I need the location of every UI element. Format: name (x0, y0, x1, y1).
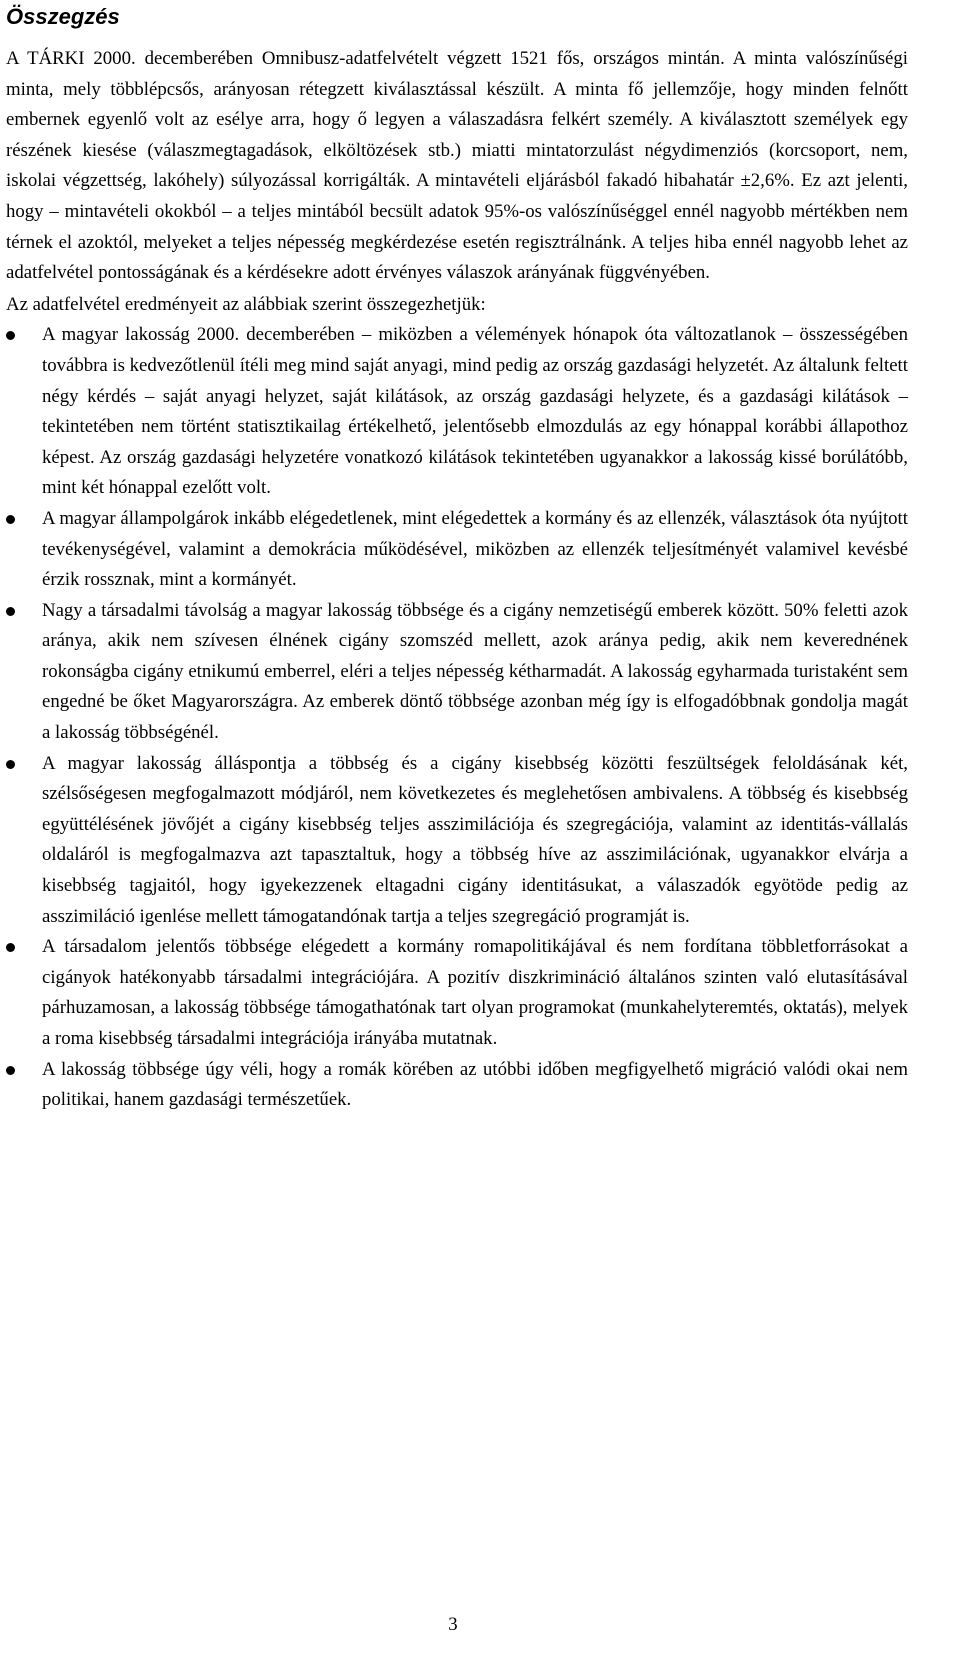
list-item-text: Nagy a társadalmi távolság a magyar lakosság többsége és a cigány nemzetiségű emberek között. 50% feletti azok aránya, akik nem szívesen élnének cigány szomszéd mellett, azok aránya pedig, akik nem keverednének rokonságba cigány etnikumú emberrel, eléri a teljes népesség kétharmadát. A lakosság egyharmada turistaként sem engedné be őket Magyarországra. Az emberek döntő többsége azonban még így is elfogadóbbnak gondolja magát a lakosság többségénél. (42, 599, 908, 744)
bullet-icon (6, 331, 15, 340)
list-item (6, 932, 908, 1054)
list-item-text: A magyar lakosság 2000. decemberében – miközben a vélemények hónapok óta változatlanok – összességében továbbra is kedvezőtlenül ítéli meg mind saját anyagi, mind pedig az ország gazdasági helyzetét. Az általunk feltett négy kérdés – saját anyagi helyzet, saját kilátások, az ország gazdasági helyzete, és a gazdasági kilátások – tekintetében nem történt statisztikailag értékelhető, jelentősebb elmozdulás az egy hónappal korábbi állapothoz képest. Az ország gazdasági helyzetére vonatkozó kilátások tekintetében ugyanakkor a lakosság kissé borúlátóbb, mint két hónappal ezelőtt volt. (42, 324, 908, 499)
list-item-text: A magyar állampolgárok inkább elégedetlenek, mint elégedettek a kormány és az ellenzék, választások óta nyújtott tevékenységével, valamint a demokrácia működésével, miközben az ellenzék teljesítményét valamivel kevésbé érzik rossznak, mint a kormányét. (42, 507, 908, 591)
bullet-icon (6, 607, 15, 616)
lead-paragraph: Az adatfelvétel eredményeit az alábbiak szerint összegezhetjük: (6, 293, 486, 315)
list-item (6, 749, 908, 933)
bullet-icon (6, 760, 15, 769)
section-heading: Összegzés (6, 4, 120, 29)
page-number: 3 (448, 1614, 458, 1635)
bullet-icon (6, 515, 15, 524)
bullet-icon (6, 1066, 15, 1075)
list-item (6, 504, 908, 596)
list-item (6, 320, 908, 504)
document-page (6, 0, 908, 1116)
list-item (6, 1055, 908, 1116)
list-item-text: A társadalom jelentős többsége elégedett a kormány romapolitikájával és nem fordítana többletforrásokat a cigányok hatékonyabb társadalmi integrációjára. A pozitív diszkrimináció általános szinten való elutasításával párhuzamosan, a lakosság többsége támogathatónak tart olyan programokat (munkahelyteremtés, oktatás), melyek a roma kisebbség társadalmi integrációja irányába mutatnak. (42, 936, 908, 1049)
list-item (6, 596, 908, 749)
findings-list (6, 320, 908, 1115)
list-item-text: A magyar lakosság álláspontja a többség és a cigány kisebbség közötti feszültségek feloldásának két, szélsőségesen megfogalmazott módjáról, nem következetes és meglehetősen ambivalens. A többség és kisebbség együttélésének jövőjét a cigány kisebbség teljes asszimilációja és szegregációja, valamint az identitás-vállalás oldaláról is megfogalmazva azt tapasztaltuk, hogy a többség híve az asszimilációnak, ugyanakkor elvárja a kisebbség tagjaitól, hogy igyekezzenek eltagadni cigány identitásukat, a válaszadók egyötöde pedig az asszimiláció igenlése mellett támogatandónak tartja a teljes szegregáció programját is. (42, 752, 908, 927)
intro-paragraph: A TÁRKI 2000. decemberében Omnibusz-adatfelvételt végzett 1521 fős, országos mintán. A minta valószínűségi minta, mely többlépcsős, arányosan rétegzett kiválasztással készült. A minta fő jellemzője, hogy minden felnőtt embernek egyenlő volt az esélye arra, hogy ő legyen a válaszadásra felkért személy. A kiválasztott személyek egy részének kiesése (válaszmegtagadások, elköltözések stb.) miatti mintatorzulást négydimenziós (korcsoport, nem, iskolai végzettség, lakóhely) súlyozással korrigálták. A mintavételi eljárásból fakadó hibahatár ±2,6%. Ez azt jelenti, hogy – mintavételi okokból – a teljes mintából becsült adatok 95%-os valószínűséggel ennél nagyobb mértékben nem térnek el azoktól, melyeket a teljes népesség megkérdezése esetén regisztrálnánk. A teljes hiba ennél nagyobb lehet az adatfelvétel pontosságának és a kérdésekre adott érvényes válaszok arányának függvényében. (6, 48, 908, 284)
list-item-text: A lakosság többsége úgy véli, hogy a romák körében az utóbbi időben megfigyelhető migráció valódi okai nem politikai, hanem gazdasági természetűek. (42, 1058, 908, 1111)
bullet-icon (6, 943, 15, 952)
